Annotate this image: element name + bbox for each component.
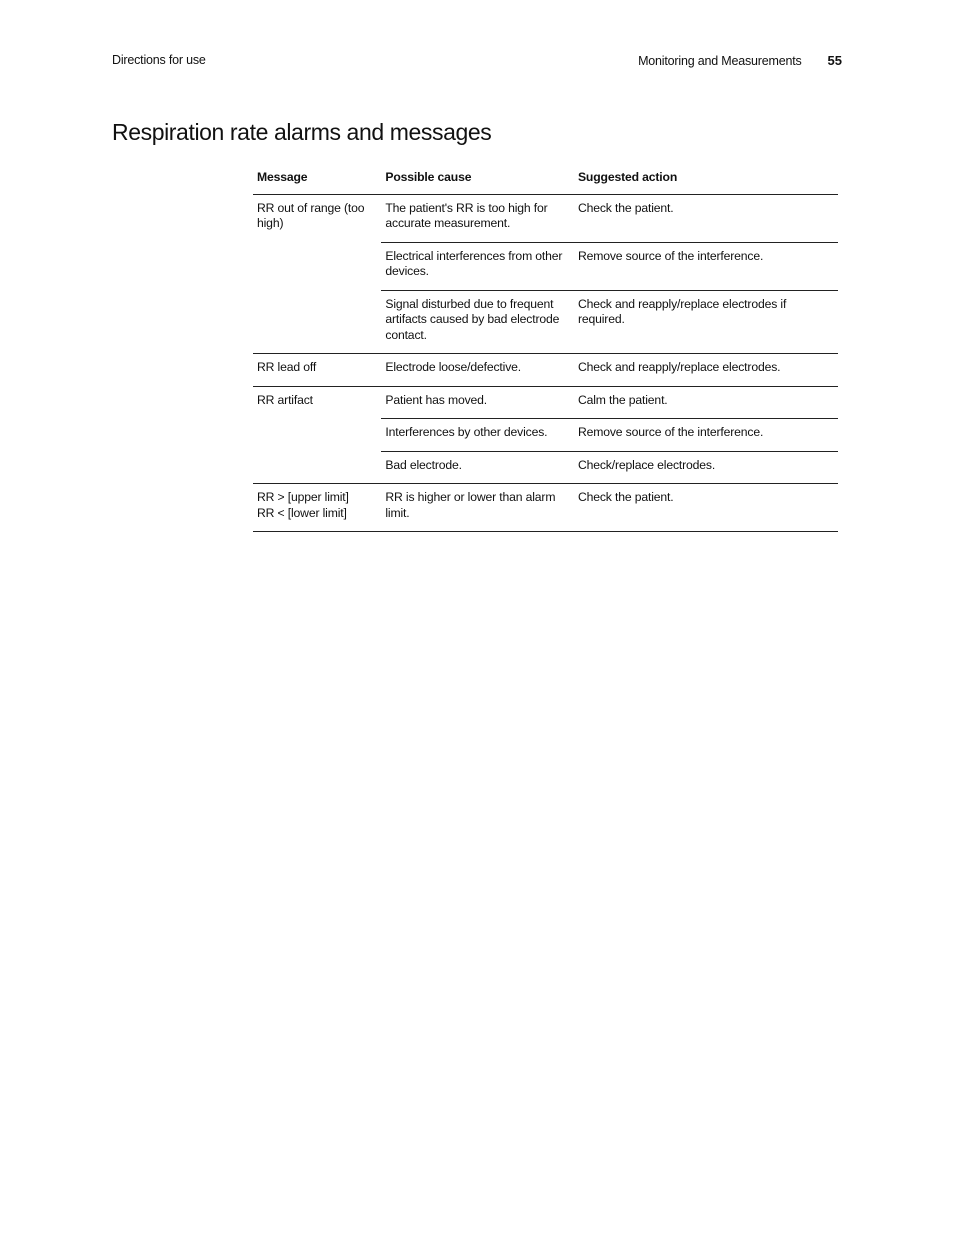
- message-cell: [253, 194, 381, 354]
- action-cell: Check and reapply/replace electrodes if required.: [574, 290, 838, 354]
- cause-cell: Patient has moved.: [381, 386, 574, 419]
- table-row: [253, 484, 838, 532]
- cause-cell: Bad electrode.: [381, 451, 574, 484]
- page-title: Respiration rate alarms and messages: [112, 119, 492, 145]
- cause-cell: Interferences by other devices.: [381, 419, 574, 452]
- message-text: RR out of range (too high): [257, 200, 365, 230]
- cause-cell: Signal disturbed due to frequent artifacts caused by bad electrode contact.: [381, 290, 574, 354]
- column-header-suggested-action: Suggested action: [574, 166, 838, 194]
- message-cell: [253, 484, 381, 532]
- table-row: [253, 386, 838, 419]
- page-number: 55: [827, 53, 842, 68]
- message-text: RR artifact: [257, 392, 313, 407]
- column-header-message: Message: [253, 166, 381, 194]
- message-text: RR lead off: [257, 360, 317, 374]
- document-type-label: Directions for use: [112, 53, 206, 67]
- section-title: Monitoring and Measurements: [638, 54, 802, 68]
- table-header-row: [253, 166, 838, 194]
- message-cell: [253, 386, 381, 484]
- alarm-messages-table: [253, 166, 838, 532]
- action-cell: Check the patient.: [574, 484, 838, 532]
- cause-cell: Electrical interferences from other devices.: [381, 242, 574, 290]
- table-row: [253, 354, 838, 387]
- action-cell: Calm the patient.: [574, 386, 838, 419]
- action-cell: Check/replace electrodes.: [574, 451, 838, 484]
- action-cell: Remove source of the interference.: [574, 419, 838, 452]
- message-text-upper: RR > [upper limit]: [257, 490, 349, 504]
- action-cell: Remove source of the interference.: [574, 242, 838, 290]
- table-row: [253, 194, 838, 242]
- action-cell: Check and reapply/replace electrodes.: [574, 354, 838, 387]
- cause-cell: RR is higher or lower than alarm limit.: [381, 484, 574, 532]
- message-text-lower: RR < [lower limit]: [257, 505, 347, 520]
- action-cell: Check the patient.: [574, 194, 838, 242]
- cause-cell: Electrode loose/defective.: [381, 354, 574, 387]
- header-right: [638, 53, 842, 68]
- message-cell: [253, 354, 381, 387]
- column-header-possible-cause: Possible cause: [381, 166, 574, 194]
- cause-cell: The patient's RR is too high for accurate measurement.: [381, 194, 574, 242]
- running-header: [112, 53, 842, 71]
